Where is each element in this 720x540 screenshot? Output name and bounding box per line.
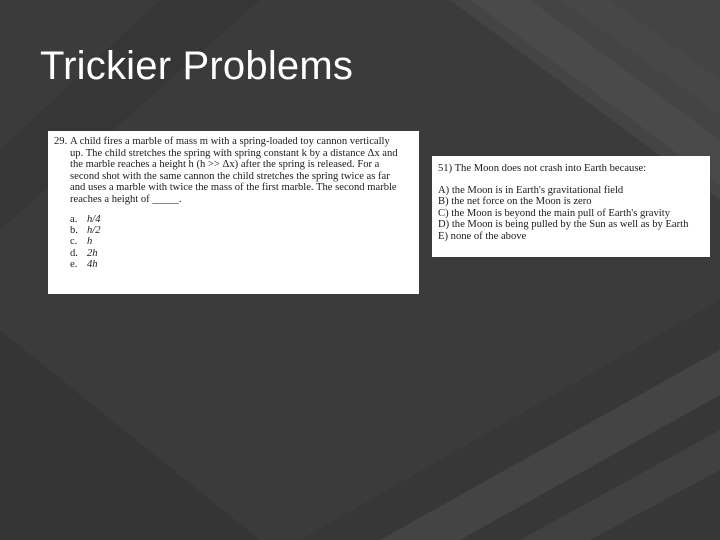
choice-e: E) none of the above	[438, 230, 527, 242]
choice-d	[70, 248, 413, 259]
question-line: and uses a marble with twice the mass of the first marble. The second marble	[70, 182, 397, 194]
problem-51-question: 51) The Moon does not crash into Earth because:	[438, 163, 647, 174]
choice-b	[70, 225, 413, 236]
problem-29-question	[54, 136, 413, 206]
choice-c	[70, 236, 413, 247]
choice-text: 4h	[87, 259, 98, 271]
choice-letter: d.	[70, 247, 78, 259]
question-line: up. The child stretches the spring with spring constant k by a distance Δx and	[70, 147, 398, 159]
choice-e	[70, 259, 413, 270]
question-line: reaches a height of _____.	[70, 193, 182, 205]
choice-letter: a.	[70, 213, 78, 225]
choice-d: D) the Moon is being pulled by the Sun as well as by Earth	[438, 219, 689, 231]
choice-letter: b.	[70, 224, 78, 236]
choice-letter: c.	[70, 236, 78, 248]
choice-letter: e.	[70, 259, 78, 271]
choice-b: B) the net force on the Moon is zero	[438, 196, 592, 208]
slide-title: Trickier Problems	[40, 44, 354, 88]
choice-text: h/4	[87, 213, 101, 225]
problem-29-choices	[54, 214, 413, 271]
choice-a: A) the Moon is in Earth's gravitational field	[438, 184, 624, 196]
problem-51-card	[432, 156, 710, 257]
problem-29-number: 29.	[54, 136, 68, 147]
question-line: A child fires a marble of mass m with a spring-loaded toy cannon vertically	[70, 136, 390, 147]
choice-c: C) the Moon is beyond the main pull of Earth's gravity	[438, 207, 670, 219]
problem-29-card	[48, 131, 419, 294]
question-line: second shot with the same cannon the child stretches the spring twice as far	[70, 170, 390, 182]
question-line: the marble reaches a height h (h >> Δx) after the spring is released. For a	[70, 159, 380, 171]
choice-text: 2h	[87, 247, 98, 259]
problem-29-text	[70, 136, 413, 206]
choice-text: h/2	[87, 224, 101, 236]
choice-text: h	[87, 236, 93, 248]
choice-a	[70, 214, 413, 225]
